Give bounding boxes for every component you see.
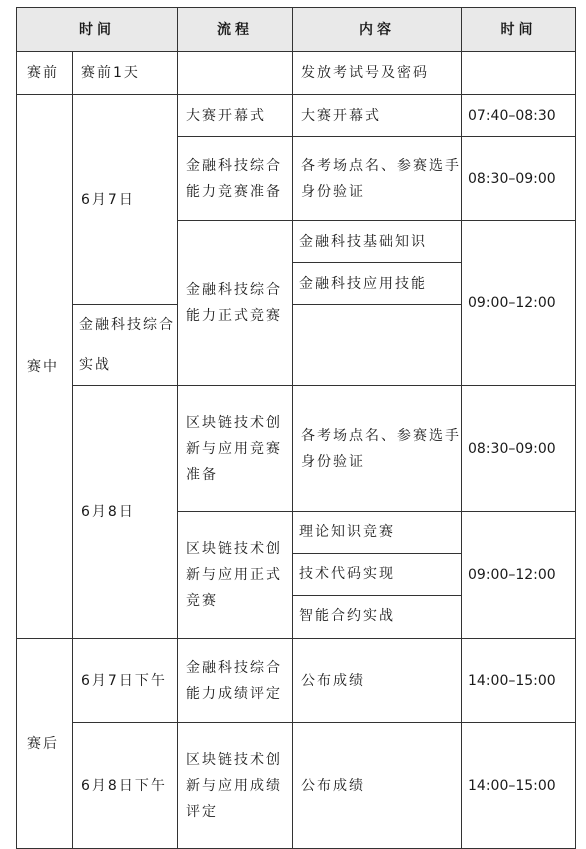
mid-day2-date: 6月8日	[73, 386, 178, 639]
post-row2-content: 公布成绩	[293, 723, 462, 849]
phase-post: 赛后	[17, 639, 73, 849]
mid-day1-prep-flow: 金融科技综合能力竞赛准备	[178, 137, 293, 221]
phase-pre: 赛前	[17, 52, 73, 95]
pre-row	[17, 52, 576, 95]
post-row-1	[17, 639, 576, 723]
post-row-2	[17, 723, 576, 849]
mid-day2-prep-time: 08:30–09:00	[462, 386, 576, 512]
mid-day2-formal-items	[293, 512, 462, 639]
post-row1-time: 14:00–15:00	[462, 639, 576, 723]
post-row1-content: 公布成绩	[293, 639, 462, 723]
post-row2-time: 14:00–15:00	[462, 723, 576, 849]
mid-day1-date: 6月7日	[73, 95, 178, 305]
mid-day2-formal-time: 09:00–12:00	[462, 512, 576, 639]
post-row1-day: 6月7日下午	[73, 639, 178, 723]
post-row2-day: 6月8日下午	[73, 723, 178, 849]
mid-day1-prep-time: 08:30–09:00	[462, 137, 576, 221]
mid-day1-prep-content: 各考场点名、参赛选手身份验证	[293, 137, 462, 221]
pre-flow	[178, 52, 293, 95]
mid-day1-formal-time: 09:00–12:00	[462, 221, 576, 386]
mid-day1-opening-time: 07:40–08:30	[462, 95, 576, 137]
mid-opening-row	[17, 95, 576, 137]
post-row2-flow: 区块链技术创新与应用成绩评定	[178, 723, 293, 849]
pre-day: 赛前1天	[73, 52, 178, 95]
mid-day1-formal-item-2: 金融科技应用技能	[293, 263, 462, 305]
header-time: 时间	[17, 8, 178, 52]
phase-mid: 赛中	[17, 95, 73, 639]
mid-day2-formal-item-2: 技术代码实现	[293, 554, 461, 596]
mid-day2-formal-flow: 区块链技术创新与应用正式竞赛	[178, 512, 293, 639]
pre-content: 发放考试号及密码	[293, 52, 462, 95]
header-content: 内容	[293, 8, 462, 52]
mid-day2-prep-content: 各考场点名、参赛选手身份验证	[293, 386, 462, 512]
mid-day2-formal-item-3: 智能合约实战	[299, 608, 395, 624]
mid-day1-formal-flow: 金融科技综合能力正式竞赛	[178, 221, 293, 386]
post-row1-flow: 金融科技综合能力成绩评定	[178, 639, 293, 723]
mid-day1-formal-item-3: 金融科技综合实战	[73, 305, 178, 386]
header-row	[17, 8, 576, 52]
header-flow: 流程	[178, 8, 293, 52]
mid-day1-opening-content: 大赛开幕式	[293, 95, 462, 137]
header-time-2: 时间	[462, 8, 576, 52]
mid-day2-prep-flow: 区块链技术创新与应用竞赛准备	[178, 386, 293, 512]
mid-day1-formal-item-1: 金融科技基础知识	[293, 221, 462, 263]
mid-day2-prep-row	[17, 386, 576, 512]
mid-day1-opening-flow: 大赛开幕式	[178, 95, 293, 137]
pre-time	[462, 52, 576, 95]
mid-day2-formal-item-1: 理论知识竞赛	[293, 512, 461, 554]
schedule-table	[16, 7, 576, 849]
